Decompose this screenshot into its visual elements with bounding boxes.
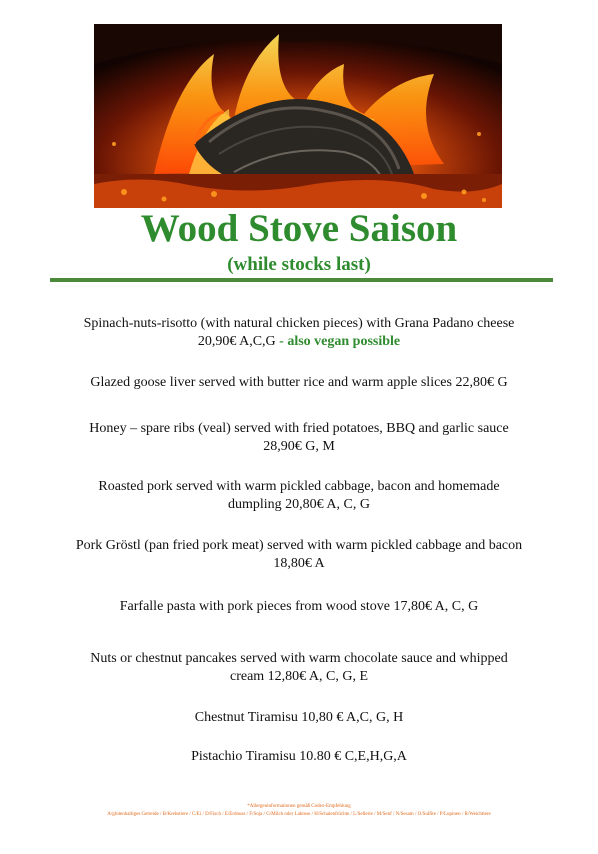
page-title: Wood Stove Saison [140, 207, 458, 250]
menu-item-description: Glazed goose liver served with butter rice and warm apple slices 22,80€ G [90, 375, 508, 390]
menu-item-description: Nuts or chestnut pancakes served with warm chocolate sauce and whipped [90, 651, 508, 666]
divider [50, 278, 553, 282]
menu-item-price-line [30, 333, 568, 351]
menu-item-description: Spinach-nuts-risotto (with natural chicken pieces) with Grana Padano cheese [83, 316, 515, 331]
menu-item-risotto [30, 315, 568, 351]
menu-item-farfalle [30, 598, 568, 616]
menu-item-price: 18,80€ A [273, 556, 325, 571]
allergen-list: A/glutenhaltiges Getreide / B/Krebstiere / C/Ei / D/Fisch / E/Erdnuss / F/Soja / G/Milch oder Laktose / H/Schalenfrüchte / L/Sellerie / M/Senf / N/Sesam / O/Sulfite / P/Lupinen / R/Weichtiere [107, 812, 491, 817]
menu-item-description: Pistachio Tiramisu 10.80 € C,E,H,G,A [191, 749, 407, 764]
menu-item-description: Roasted pork served with warm pickled cabbage, bacon and homemade [98, 479, 500, 494]
fire-illustration [94, 24, 502, 208]
menu-item-price: cream 12,80€ A, C, G, E [229, 669, 369, 684]
menu-item-price: dumpling 20,80€ A, C, G [228, 497, 370, 512]
allergen-heading: *Allergeninformationen gemäß Codex-Empfehlung [247, 804, 351, 809]
menu-item-description: Farfalle pasta with pork pieces from wood stove 17,80€ A, C, G [119, 599, 479, 614]
menu-item-pork-groestl [30, 537, 568, 573]
menu-item-pistachio-tiramisu [30, 748, 568, 766]
page-subtitle: (while stocks last) [227, 254, 371, 275]
menu-item-chestnut-tiramisu [30, 709, 568, 727]
wood-fire-image [94, 24, 502, 208]
menu-item-description: Chestnut Tiramisu 10,80 € A,C, G, H [194, 710, 404, 725]
menu-item-price: 20,90€ A,C,G [197, 334, 276, 349]
allergen-footnote [0, 803, 598, 819]
menu-item-pancakes [30, 650, 568, 686]
menu-item-spare-ribs [30, 420, 568, 456]
vegan-note: - also vegan possible [275, 334, 401, 349]
menu-item-description: Pork Gröstl (pan fried pork meat) served with warm pickled cabbage and bacon [75, 538, 523, 553]
menu-item-description: Honey – spare ribs (veal) served with fried potatoes, BBQ and garlic sauce [89, 421, 509, 436]
menu-item-roasted-pork [30, 478, 568, 514]
menu-item-price: 28,90€ G, M [263, 439, 335, 454]
menu-item-goose-liver [30, 374, 568, 392]
